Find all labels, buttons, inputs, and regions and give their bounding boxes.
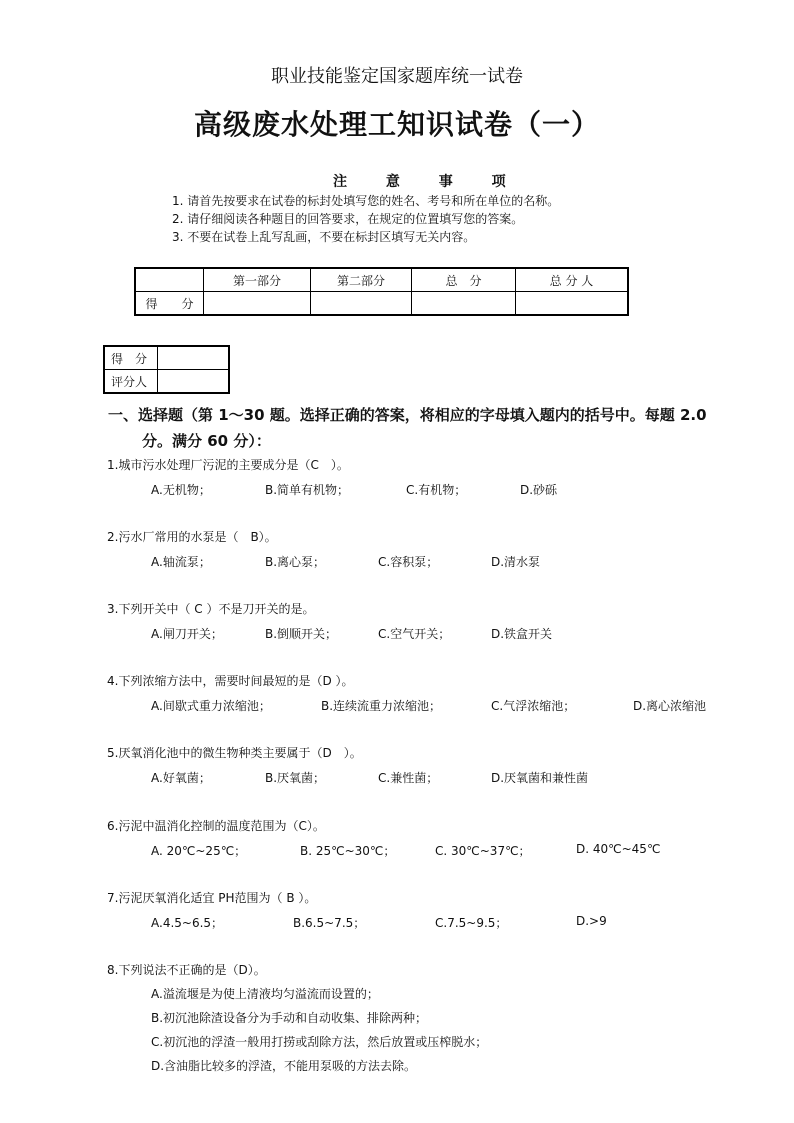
question-4: 4.下列浓缩方法中，需要时间最短的是（D ）。 [107, 674, 354, 688]
question-3-option-d: D.铁盒开关 [491, 627, 553, 641]
question-7-option-c: C.7.5~9.5； [435, 916, 508, 930]
section-heading [108, 402, 738, 454]
question-8-option-a: A.溢流堰是为使上清液均匀溢流而设置的； [151, 987, 379, 1001]
question-1-option-b: B.简单有机物； [265, 483, 350, 497]
question-8-option-c: C.初沉池的浮渣一般用打捞或刮除方法，然后放置或压榨脱水； [151, 1035, 488, 1049]
question-2-option-c: C.容积泵； [378, 555, 439, 569]
grader-score-label: 得 分 [104, 346, 158, 370]
score-header-grader: 总 分 人 [516, 268, 629, 292]
question-7-option-b: B.6.5~7.5； [293, 916, 366, 930]
question-7-option-d: D.>9 [576, 914, 607, 928]
question-7: 7.污泥厌氧消化适宜 PH范围为（ B ）。 [107, 891, 317, 905]
score-table [134, 267, 629, 316]
question-4-option-c: C.气浮浓缩池； [491, 699, 576, 713]
question-5-option-c: C.兼性菌； [378, 771, 439, 785]
question-1-option-c: C.有机物； [406, 483, 467, 497]
question-6: 6.污泥中温消化控制的温度范围为（C）。 [107, 819, 325, 833]
question-5-option-a: A.好氧菌； [151, 771, 211, 785]
score-table-corner [135, 268, 204, 292]
question-3-option-b: B.倒顺开关； [265, 627, 338, 641]
grader-table [103, 345, 230, 394]
question-2-option-b: B.离心泵； [265, 555, 326, 569]
question-1-option-d: D.砂砾 [520, 483, 558, 497]
notice-item: 1. 请首先按要求在试卷的标封处填写您的姓名、考号和所在单位的名称。 [172, 194, 560, 208]
question-6-option-c: C. 30℃~37℃； [435, 844, 531, 858]
question-3-option-a: A.闸刀开关； [151, 627, 223, 641]
question-6-option-d: D. 40℃~45℃ [576, 842, 661, 856]
grader-name-label: 评分人 [104, 370, 158, 394]
question-1-option-a: A.无机物； [151, 483, 211, 497]
question-4-option-b: B.连续流重力浓缩池； [321, 699, 442, 713]
question-3: 3.下列开关中（ C ）不是刀开关的是。 [107, 602, 315, 616]
score-header-part1: 第一部分 [204, 268, 311, 292]
exam-title: 高级废水处理工知识试卷（一） [193, 108, 600, 141]
question-6-option-b: B. 25℃~30℃； [300, 844, 396, 858]
score-cell-part1[interactable] [204, 292, 311, 316]
question-4-option-a: A.间歇式重力浓缩池； [151, 699, 271, 713]
notice-title: 注 意 事 项 [333, 174, 506, 190]
question-4-option-d: D.离心浓缩池 [633, 699, 707, 713]
question-5: 5.厌氧消化池中的微生物种类主要属于（D ）。 [107, 746, 362, 760]
score-header-part2: 第二部分 [311, 268, 412, 292]
section-heading-line2: 分。满分 60 分）： [142, 432, 271, 450]
question-7-option-a: A.4.5~6.5； [151, 916, 224, 930]
question-1: 1.城市污水处理厂污泥的主要成分是（C ）。 [107, 458, 349, 472]
section-heading-line1: 一、选择题（第 1～30 题。选择正确的答案，将相应的字母填入题内的括号中。每题 2.0 [108, 406, 707, 424]
question-2-option-a: A.轴流泵； [151, 555, 211, 569]
question-5-option-b: B.厌氧菌； [265, 771, 326, 785]
notice-item: 3. 不要在试卷上乱写乱画，不要在标封区填写无关内容。 [172, 230, 476, 244]
question-8-option-b: B.初沉池除渣设备分为手动和自动收集、排除两种； [151, 1011, 428, 1025]
notice-item: 2. 请仔细阅读各种题目的回答要求，在规定的位置填写您的答案。 [172, 212, 524, 226]
score-cell-grader[interactable] [516, 292, 629, 316]
grader-name-cell[interactable] [158, 370, 230, 394]
score-cell-total[interactable] [412, 292, 516, 316]
grader-score-cell[interactable] [158, 346, 230, 370]
question-6-option-a: A. 20℃~25℃； [151, 844, 247, 858]
question-8-option-d: D.含油脂比较多的浮渣，不能用泵吸的方法去除。 [151, 1059, 417, 1073]
question-8: 8.下列说法不正确的是（D）。 [107, 963, 266, 977]
question-5-option-d: D.厌氧菌和兼性菌 [491, 771, 589, 785]
question-2-option-d: D.清水泵 [491, 555, 541, 569]
question-2: 2.污水厂常用的水泵是（ B）。 [107, 530, 277, 544]
score-cell-part2[interactable] [311, 292, 412, 316]
question-3-option-c: C.空气开关； [378, 627, 451, 641]
score-row-label: 得 分 [135, 292, 204, 316]
score-header-total: 总 分 [412, 268, 516, 292]
exam-header: 职业技能鉴定国家题库统一试卷 [271, 66, 523, 87]
